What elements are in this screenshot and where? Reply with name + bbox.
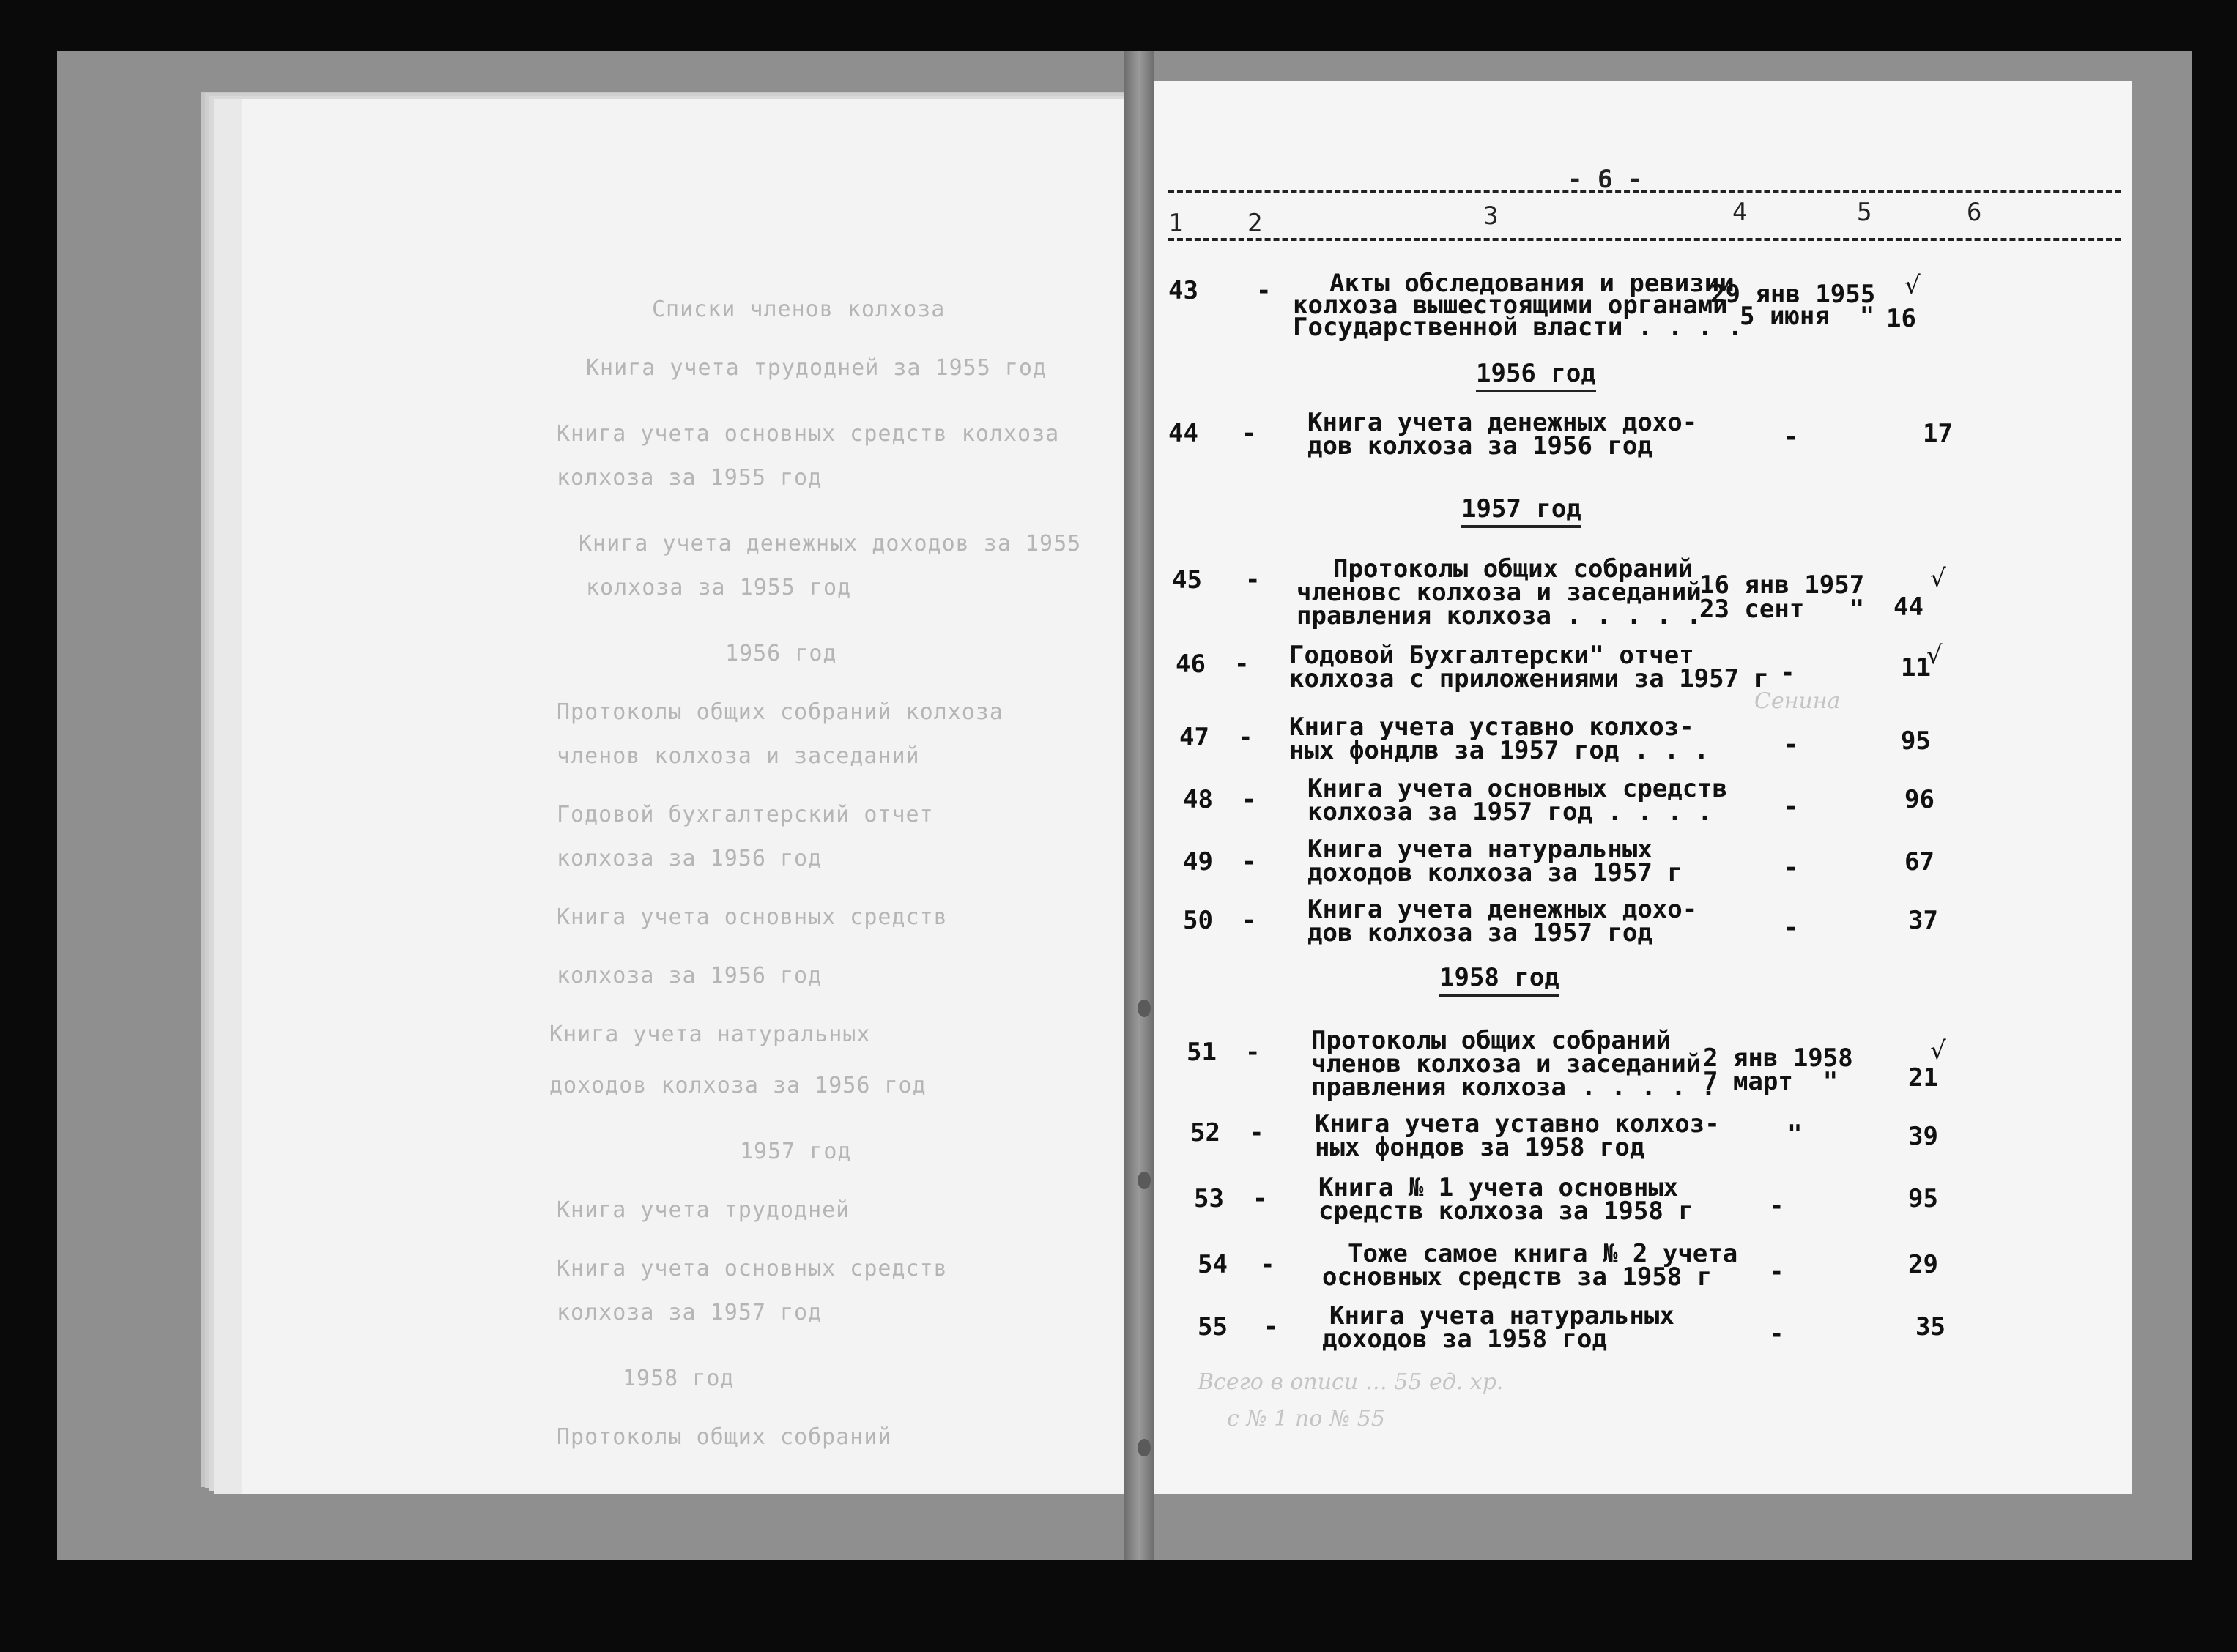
header-rule-top <box>1168 190 2121 193</box>
entry-number: 55 <box>1198 1312 1228 1342</box>
entry-dash: - <box>1245 1038 1261 1067</box>
column-header-5: 5 <box>1857 198 1872 227</box>
entry-date-to: - <box>1784 730 1799 759</box>
column-header-6: 6 <box>1967 198 1982 227</box>
entry-line: доходов за 1958 год <box>1322 1325 1607 1354</box>
entry-date-to: - <box>1784 423 1799 452</box>
entry-date-to: - <box>1784 853 1799 882</box>
entry-number: 53 <box>1194 1184 1224 1213</box>
entry-count: 11 <box>1901 653 1931 682</box>
entry-line: доходов колхоза за 1957 г <box>1307 858 1683 888</box>
checkmark-icon: √ <box>1904 271 1921 300</box>
entry-count: 95 <box>1901 726 1931 756</box>
entry-number: 50 <box>1183 906 1213 935</box>
entry-dash: - <box>1238 723 1253 752</box>
entry-line: Акты обследования и ревизии <box>1329 269 1735 298</box>
entry-line: ных фондлв за 1957 год . . . <box>1289 736 1710 765</box>
handwritten-note: Сенина <box>1754 688 1841 714</box>
entry-count: 44 <box>1893 592 1923 622</box>
checkmark-icon: √ <box>1930 1036 1946 1065</box>
entry-line: Книга учета уставно колхоз- <box>1315 1109 1720 1139</box>
entry-number: 43 <box>1168 276 1198 305</box>
handwritten-note: с № 1 по № 55 <box>1227 1406 1385 1432</box>
entry-line: Протоколы общих собраний <box>1333 554 1693 584</box>
binding-hole <box>1138 1000 1151 1017</box>
entry-date-to: - <box>1769 1257 1784 1287</box>
entry-line: дов колхоза за 1956 год <box>1307 431 1652 461</box>
entry-number: 51 <box>1187 1038 1217 1067</box>
binding-hole <box>1138 1439 1151 1456</box>
entry-line: Книга учета основных средств <box>1307 774 1728 803</box>
entry-dash: - <box>1242 785 1257 814</box>
entry-count: 37 <box>1908 906 1938 935</box>
entry-date-to: - <box>1769 1191 1784 1221</box>
entry-line: Книга учета уставно колхоз- <box>1289 712 1694 742</box>
entry-number: 54 <box>1198 1250 1228 1279</box>
entry-line: членов колхоза и заседаний <box>1311 1049 1702 1079</box>
entry-count: 35 <box>1915 1312 1945 1342</box>
entry-count: 29 <box>1908 1250 1938 1279</box>
entry-line: Государственной власти . . . . <box>1293 313 1743 342</box>
year-heading: 1957 год <box>1461 494 1581 528</box>
entry-count: 39 <box>1908 1122 1938 1151</box>
entry-dash: - <box>1249 1118 1264 1147</box>
entry-dash: - <box>1245 565 1261 595</box>
entry-line: Книга учета натуральных <box>1329 1301 1674 1331</box>
entry-dash: - <box>1242 906 1257 935</box>
entry-dash: - <box>1242 847 1257 877</box>
entry-date-to: - <box>1784 792 1799 822</box>
entry-line: правления колхоза . . . . . <box>1311 1073 1716 1102</box>
entry-line: основных средств за 1958 г <box>1322 1262 1713 1292</box>
entry-line: ных фондов за 1958 год <box>1315 1133 1645 1162</box>
entry-date-to: 23 сент " <box>1699 595 1865 624</box>
entry-dash: - <box>1234 650 1250 679</box>
entry-line: колхоза с приложениями за 1957 г <box>1289 664 1770 693</box>
entry-count: 16 <box>1886 304 1916 333</box>
column-header-2: 2 <box>1247 209 1263 238</box>
entry-date-to: - <box>1769 1320 1784 1349</box>
entry-dash: - <box>1253 1184 1268 1213</box>
entry-count: 95 <box>1908 1184 1938 1213</box>
entry-line: Тоже самое книга № 2 учета <box>1348 1239 1738 1268</box>
binding-hole <box>1138 1172 1151 1189</box>
entry-date-to: - <box>1784 913 1799 942</box>
column-header-1: 1 <box>1168 209 1184 238</box>
entry-date-from: 16 янв 1957 <box>1699 570 1865 600</box>
entry-line: Годовой Бухгалтерски" отчет <box>1289 641 1694 670</box>
entry-line: правления колхоза . . . . . <box>1296 601 1702 630</box>
column-header-4: 4 <box>1732 198 1748 227</box>
entry-date-to: " <box>1787 1120 1803 1149</box>
entry-date-from: 29 янв 1955 <box>1710 280 1876 309</box>
entry-number: 52 <box>1190 1118 1220 1147</box>
entry-line: дов колхоза за 1957 год <box>1307 918 1652 948</box>
entry-line: средств колхоза за 1958 г <box>1318 1197 1693 1226</box>
entry-line: колхоза за 1957 год . . . . <box>1307 797 1713 827</box>
entry-number: 47 <box>1179 723 1209 752</box>
entry-dash: - <box>1256 276 1272 305</box>
entry-dash: - <box>1260 1250 1275 1279</box>
checkmark-icon: √ <box>1930 564 1946 593</box>
entry-date-to: - <box>1780 658 1795 688</box>
entry-dash: - <box>1242 419 1257 448</box>
column-header-3: 3 <box>1483 201 1499 231</box>
entry-count: 17 <box>1923 419 1953 448</box>
entry-count: 67 <box>1904 847 1934 877</box>
entry-line: Книга учета натуральных <box>1307 835 1652 864</box>
handwritten-note: Всего в описи … 55 ед. хр. <box>1198 1369 1504 1395</box>
entry-date-to: 7 март " <box>1703 1067 1839 1096</box>
year-heading: 1958 год <box>1439 963 1559 997</box>
left-page: Списки членов колхоза Книга учета трудодней за 1955 год Книга учета основных средств колхоза колхоза за 1955 год Книга учета денежных доходов за 1955 колхоза за 1955 год 1956 год Протоколы общих собраний колхоза членов колхоза и заседаний Годовой бухгалтерский отчет колхоза за 1956 год Книга учета основных средств колхоза за 1956 год Книга учета натуральных доходов колхоза за 1956 год 1957 год Книга учета трудодней Книга учета основных средств колхоза за 1957 год 1958 год Протоколы общих собраний <box>242 99 1144 1494</box>
right-page <box>1154 81 2132 1494</box>
entry-date-from: 2 янв 1958 <box>1703 1043 1853 1073</box>
entry-date-to: 5 июня " <box>1740 302 1875 331</box>
entry-number: 48 <box>1183 785 1213 814</box>
entry-line: колхоза вышестоящими органами <box>1293 291 1728 320</box>
entry-line: Книга учета денежных дохо- <box>1307 895 1698 924</box>
entry-line: Книга учета денежных дохо- <box>1307 408 1698 437</box>
year-heading: 1956 год <box>1476 359 1596 392</box>
entry-count: 96 <box>1904 785 1934 814</box>
entry-number: 45 <box>1172 565 1202 595</box>
entry-count: 21 <box>1908 1063 1938 1093</box>
entry-line: Протоколы общих собраний <box>1311 1026 1672 1055</box>
header-rule-bottom <box>1168 238 2121 241</box>
page-number: - 6 - <box>1568 165 1643 194</box>
entry-number: 44 <box>1168 419 1198 448</box>
checkmark-icon: √ <box>1926 641 1943 670</box>
binding-spine <box>1124 51 1154 1560</box>
entry-number: 46 <box>1176 650 1206 679</box>
entry-line: Книга № 1 учета основных <box>1318 1173 1679 1202</box>
entry-line: членовс колхоза и заседаний <box>1296 578 1702 607</box>
entry-number: 49 <box>1183 847 1213 877</box>
entry-dash: - <box>1264 1312 1279 1342</box>
